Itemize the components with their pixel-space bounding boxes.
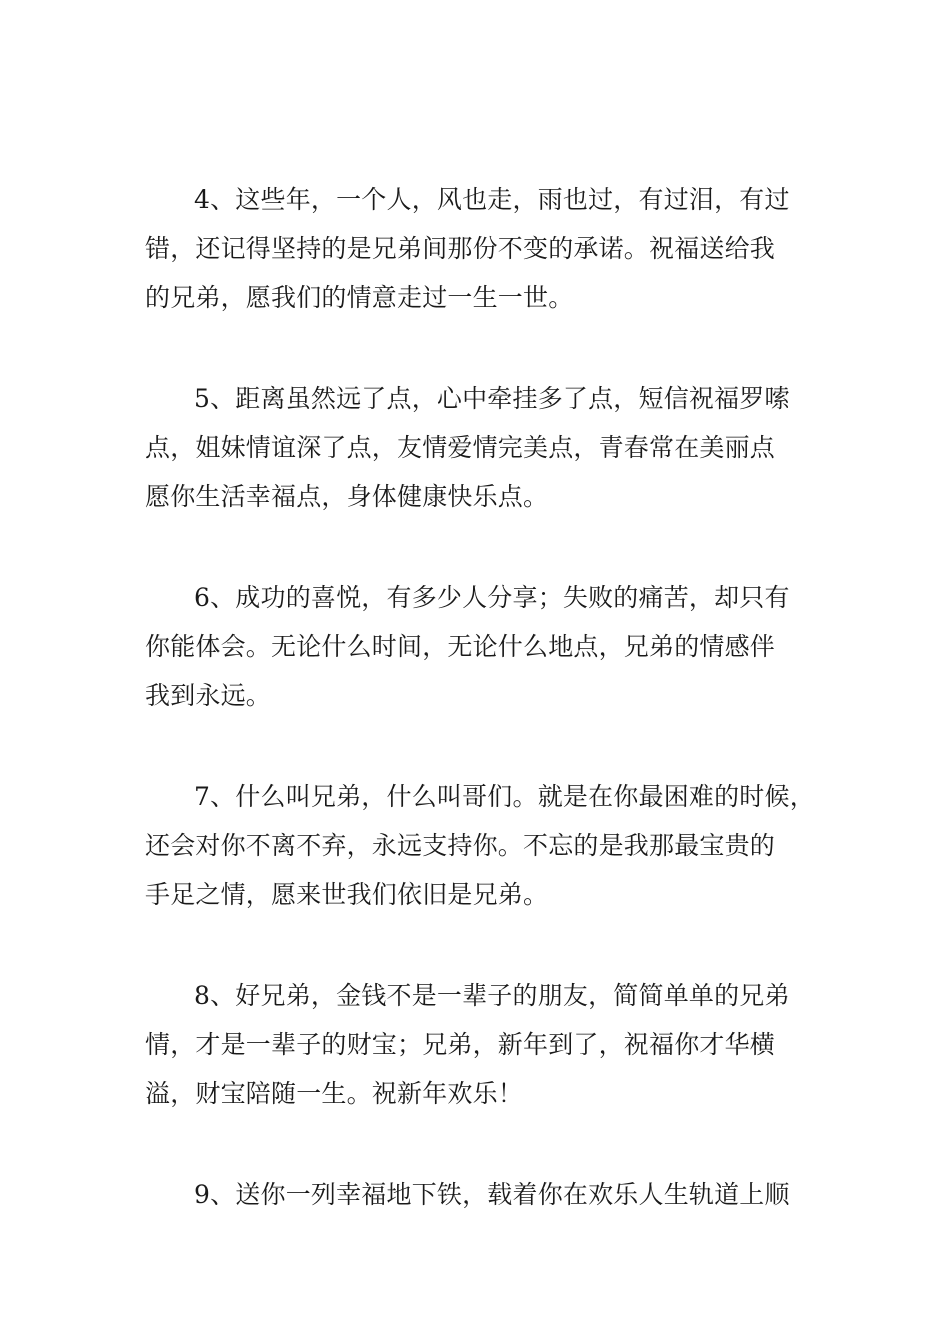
paragraph-7-line-3: 手足之情，愿来世我们依旧是兄弟。 bbox=[145, 880, 549, 909]
paragraph-9-line-1: 9、送你一列幸福地下铁，载着你在欢乐人生轨道上顺 bbox=[194, 1180, 790, 1209]
paragraph-8-line-2: 情，才是一辈子的财宝；兄弟，新年到了，祝福你才华横 bbox=[145, 1030, 776, 1059]
paragraph-5-line-2: 点，姐妹情谊深了点，友情爱情完美点，青春常在美丽点 bbox=[145, 433, 776, 462]
paragraph-8-line-3: 溢，财宝陪随一生。祝新年欢乐！ bbox=[145, 1079, 524, 1108]
paragraph-4-line-2: 错，还记得坚持的是兄弟间那份不变的承诺。祝福送给我 bbox=[145, 234, 776, 263]
paragraph-7-line-1: 7、什么叫兄弟，什么叫哥们。就是在你最困难的时候， bbox=[194, 782, 815, 811]
paragraph-4-line-3: 的兄弟，愿我们的情意走过一生一世。 bbox=[145, 283, 574, 312]
paragraph-6-line-3: 我到永远。 bbox=[145, 681, 272, 710]
paragraph-5-line-1: 5、距离虽然远了点，心中牵挂多了点，短信祝福罗嗦 bbox=[194, 384, 790, 413]
paragraph-4-line-1: 4、这些年，一个人，风也走，雨也过，有过泪，有过 bbox=[194, 185, 790, 214]
paragraph-6-line-1: 6、成功的喜悦，有多少人分享；失败的痛苦，却只有 bbox=[194, 583, 790, 612]
paragraph-7-line-2: 还会对你不离不弃，永远支持你。不忘的是我那最宝贵的 bbox=[145, 831, 776, 860]
paragraph-5-line-3: 愿你生活幸福点，身体健康快乐点。 bbox=[145, 482, 549, 511]
paragraph-8-line-1: 8、好兄弟，金钱不是一辈子的朋友，简简单单的兄弟 bbox=[194, 981, 790, 1010]
paragraph-6-line-2: 你能体会。无论什么时间，无论什么地点，兄弟的情感伴 bbox=[145, 632, 776, 661]
